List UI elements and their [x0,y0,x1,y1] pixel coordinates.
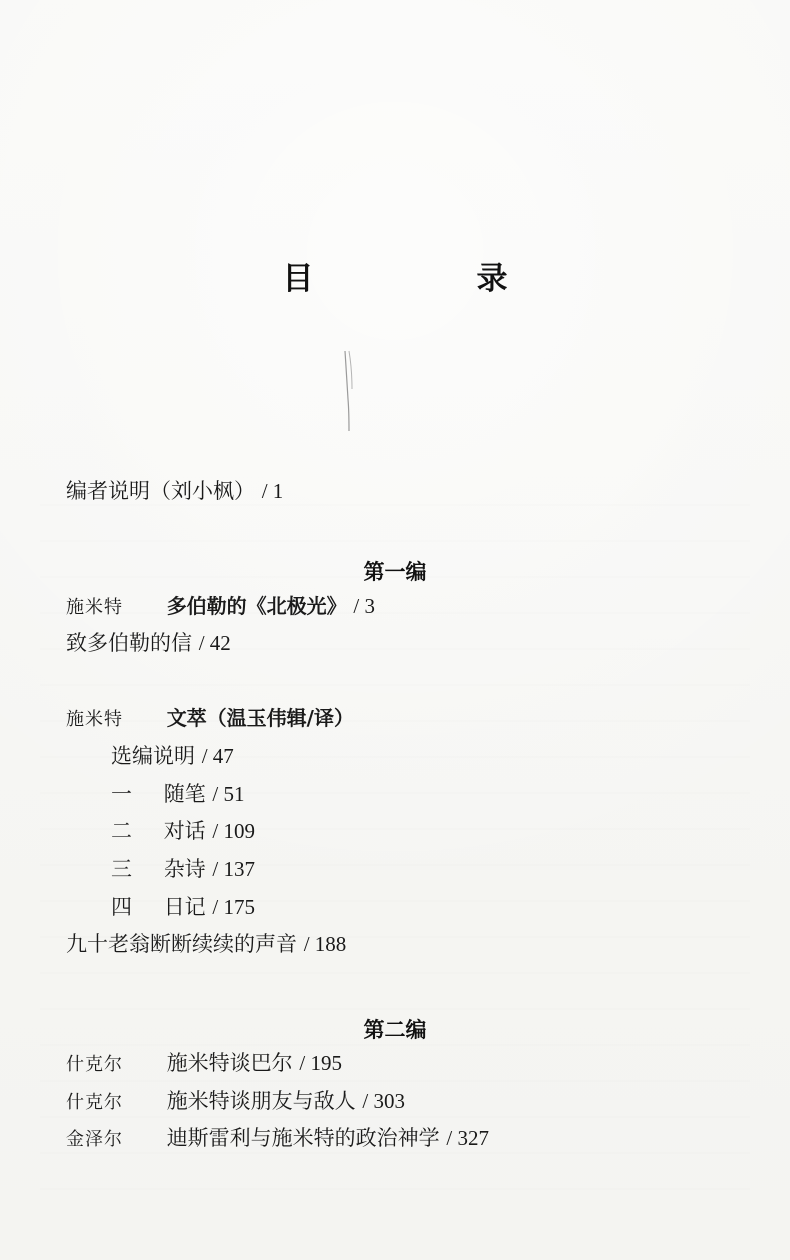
anthology-item-page: / 47 [201,744,234,768]
part-one-heading: 第一编 [363,560,427,584]
entry-title: 九十老翁断断续续的声音 [66,932,297,956]
editor-note-entry [66,481,283,502]
page-title: 目 录 [282,261,574,297]
entry-author: 金泽尔 [66,1129,123,1150]
anthology-item-index: 四 [111,895,132,919]
anthology-item-page: / 137 [212,857,255,881]
anthology-item-label: 对话 [163,819,206,843]
toc-entry-aurora [66,596,375,617]
anthology-item-label: 杂诗 [163,857,206,881]
toc-entry-ball [66,1053,342,1074]
anthology-item-label: 随笔 [163,782,206,806]
toc-entry-disraeli [66,1128,489,1149]
anthology-item-2 [111,821,255,842]
entry-title: 多伯勒的《北极光》 [166,594,347,618]
toc-entry-anthology [66,708,354,729]
anthology-item-index: 二 [111,819,132,843]
anthology-item-page: / 109 [212,819,255,843]
entry-title: 致多伯勒的信 [66,631,192,655]
entry-page: / 195 [299,1051,342,1075]
entry-author: 施米特 [66,709,123,730]
entry-author: 什克尔 [66,1092,123,1113]
anthology-item-1 [111,784,244,805]
entry-title: 迪斯雷利与施米特的政治神学 [166,1126,440,1150]
pencil-mark-icon [341,349,359,433]
anthology-item-label: 选编说明 [111,744,195,768]
entry-page: / 3 [353,594,375,618]
toc-entry-friends-enemies [66,1091,405,1112]
entry-page: / 188 [303,932,347,956]
entry-page: / 42 [198,631,231,655]
anthology-item-0 [111,746,234,767]
anthology-item-index: 三 [111,857,132,881]
toc-entry-voice [66,934,346,955]
entry-title: 施米特谈朋友与敌人 [166,1089,356,1113]
anthology-item-page: / 51 [212,782,245,806]
editor-note-page: / 1 [261,479,284,503]
anthology-item-4 [111,897,255,918]
entry-author: 施米特 [66,597,123,618]
entry-title: 施米特谈巴尔 [166,1051,293,1075]
entry-page: / 327 [446,1126,489,1150]
toc-entry-letters [66,633,231,654]
anthology-item-3 [111,859,255,880]
entry-author: 什克尔 [66,1054,123,1075]
entry-page: / 303 [362,1089,405,1113]
anthology-item-page: / 175 [212,895,255,919]
anthology-item-label: 日记 [163,895,206,919]
anthology-item-index: 一 [111,782,132,806]
entry-title: 文萃（温玉伟辑/译） [166,706,354,730]
editor-note-label: 编者说明（刘小枫） [66,479,255,503]
part-two-heading: 第二编 [363,1018,427,1042]
